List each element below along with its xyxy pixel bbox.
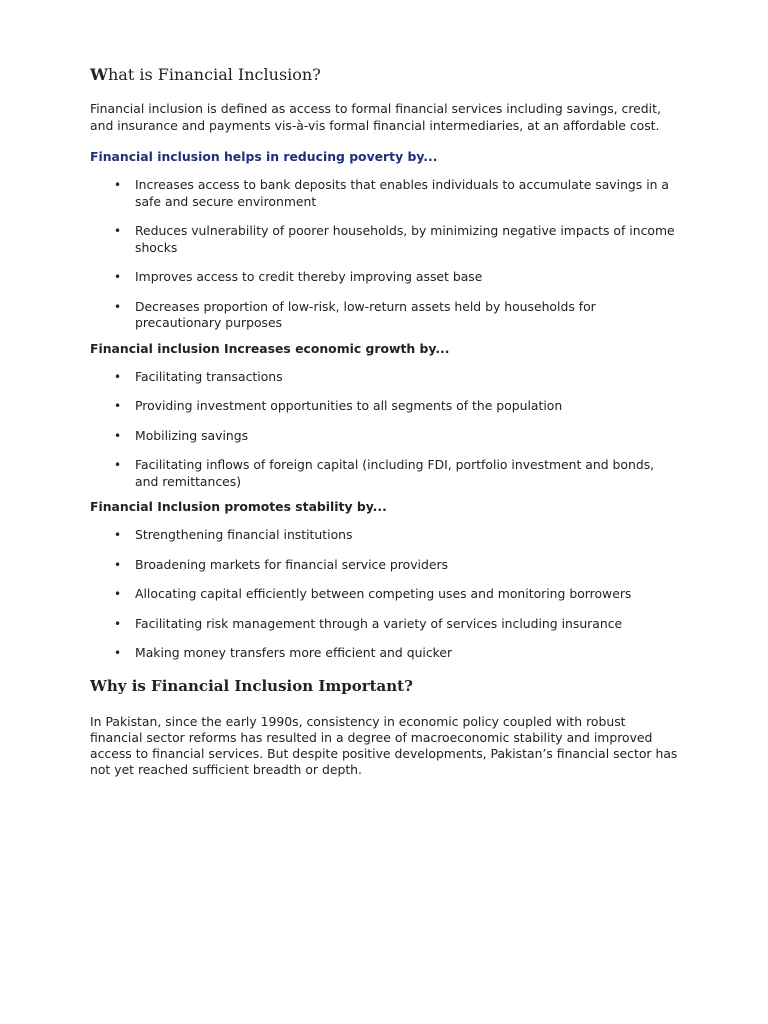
bullet-icon: •: [114, 270, 122, 284]
bullet-icon: •: [114, 646, 122, 660]
bullet-icon: •: [114, 178, 122, 192]
bullet-icon: •: [114, 557, 122, 572]
bullet-icon: •: [114, 299, 122, 314]
bullet-list-stability: [90, 527, 678, 662]
list-item: • Making money transfers more efficient and quicker: [114, 645, 453, 660]
list-item: • Improves access to credit thereby improving asset base: [114, 269, 483, 284]
bullet-icon: •: [114, 528, 122, 542]
list-item: • Reduces vulnerability of poorer households, by minimizing negative impacts of income shocks: [114, 223, 675, 255]
list-item: • Providing investment opportunities to all segments of the population: [114, 398, 563, 413]
bullet-icon: •: [114, 224, 122, 238]
intro-paragraph: Financial inclusion is defined as access to formal financial services including savings, credit, and insurance and payments vis-à-vis formal financial intermediaries, at an affordable cost.: [90, 101, 661, 133]
list-item: • Mobilizing savings: [114, 427, 249, 443]
bullet-list-poverty: [90, 177, 678, 332]
bullet-icon: •: [114, 616, 122, 631]
title-first-letter: W: [90, 65, 108, 84]
bullet-icon: •: [114, 587, 122, 601]
title-rest: hat is Financial Inclusion?: [107, 65, 321, 84]
list-item: • Facilitating risk management through a variety of services including insurance: [114, 615, 623, 631]
list-item: • Strengthening financial institutions: [114, 527, 353, 542]
bullet-icon: •: [114, 399, 122, 413]
list-item: • Facilitating inflows of foreign capital (including FDI, portfolio investment and bonds, and remittances): [114, 457, 655, 489]
list-item: • Increases access to bank deposits that enables individuals to accumulate savings in a safe and secure environment: [114, 177, 670, 209]
section-heading-importance: Why is Financial Inclusion Important?: [90, 676, 413, 695]
section-heading-stability: Financial Inclusion promotes stability by...: [90, 499, 387, 514]
importance-paragraph: In Pakistan, since the early 1990s, consistency in economic policy coupled with robust financial sector reforms has resulted in a degree of macroeconomic stability and improved access to financial services. But despite positive developments, Pakistan’s financial sector has not yet reached sufficient breadth or depth.: [90, 713, 678, 777]
bullet-icon: •: [114, 458, 122, 472]
list-item: • Allocating capital efficiently between competing uses and monitoring borrowers: [114, 586, 632, 601]
bullet-list-growth: [90, 369, 678, 491]
bullet-icon: •: [114, 428, 122, 443]
bullet-icon: •: [114, 369, 122, 384]
page-title: [90, 0, 678, 86]
list-item: • Decreases proportion of low-risk, low-return assets held by households for precautionary purposes: [114, 298, 596, 330]
section-heading-poverty: Financial inclusion helps in reducing poverty by...: [90, 149, 438, 164]
list-item: • Broadening markets for financial service providers: [114, 556, 449, 572]
section-heading-growth: Financial inclusion Increases economic growth by...: [90, 340, 450, 356]
list-item: • Facilitating transactions: [114, 368, 283, 384]
